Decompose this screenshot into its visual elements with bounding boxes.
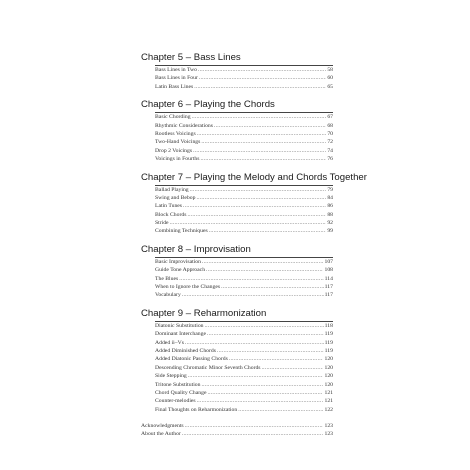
dot-leader — [185, 339, 324, 347]
toc-entry[interactable] — [155, 219, 333, 227]
toc-entry-title: Vocabulary — [155, 292, 181, 299]
toc-entry-about-author[interactable] — [141, 431, 333, 439]
toc-entry-title: Two-Hand Voicings — [155, 139, 201, 146]
toc-entry[interactable] — [155, 74, 333, 82]
toc-entry[interactable] — [155, 130, 333, 138]
dot-leader — [207, 330, 324, 338]
toc-entry[interactable] — [155, 339, 333, 347]
dot-leader — [238, 406, 323, 414]
dot-leader — [205, 322, 324, 330]
dot-leader — [206, 266, 323, 274]
toc-entry-page: 119 — [324, 347, 333, 354]
toc-entry-title: Added ii–Vs — [155, 339, 184, 346]
dot-leader — [170, 219, 327, 227]
toc-entry[interactable] — [155, 194, 333, 202]
back-matter — [141, 422, 333, 439]
dot-leader — [221, 283, 324, 291]
toc-entry-page: 84 — [327, 194, 333, 201]
dot-leader — [208, 389, 324, 397]
toc-entry-page: 108 — [324, 267, 333, 274]
dot-leader — [192, 113, 327, 121]
toc-entry-title: Bass Lines in Two — [155, 66, 197, 73]
toc-entry-page: 79 — [327, 186, 333, 193]
dot-leader — [209, 227, 327, 235]
toc-entry-page: 120 — [324, 381, 333, 388]
toc-entry-title: Side Stepping — [155, 373, 187, 380]
dot-leader — [183, 202, 326, 210]
toc-entry-page: 72 — [327, 139, 333, 146]
toc-entry-title: The Blues — [155, 275, 179, 282]
toc-entry-title: Rhythmic Considerations — [155, 122, 213, 129]
toc-entry-title: Latin Bass Lines — [155, 83, 194, 90]
toc-entry[interactable] — [155, 66, 333, 74]
dot-leader — [201, 381, 323, 389]
toc-entry-title: Basic Chording — [155, 114, 191, 121]
toc-entry-page: 74 — [327, 147, 333, 154]
toc-entry-title: Final Thoughts on Reharmonization — [155, 406, 238, 413]
dot-leader — [200, 155, 326, 163]
toc-entry-title: Swing and Bebop — [155, 194, 196, 201]
chapter-8-title: Chapter 8 – Improvisation — [141, 243, 251, 255]
toc-entry-title: Stride — [155, 220, 169, 227]
dot-leader — [182, 430, 324, 438]
toc-entry[interactable] — [155, 227, 333, 235]
chapter-8-section — [141, 244, 333, 300]
toc-entry[interactable] — [155, 258, 333, 266]
toc-entry-page: 60 — [327, 75, 333, 82]
toc-entry-page: 122 — [324, 406, 333, 413]
toc-entry[interactable] — [155, 186, 333, 194]
toc-entry[interactable] — [155, 347, 333, 355]
dot-leader — [197, 397, 324, 405]
toc-entry-page: 120 — [324, 364, 333, 371]
chapter-6-title: Chapter 6 – Playing the Chords — [141, 99, 275, 111]
toc-entry-page: 123 — [324, 431, 333, 438]
chapter-5-section — [141, 52, 333, 91]
toc-entry-title: Added Diatonic Passing Chords — [155, 356, 228, 363]
toc-entry-title: Acknowledgments — [141, 423, 184, 430]
dot-leader — [179, 275, 323, 283]
toc-entry-title: Ballad Playing — [155, 186, 189, 193]
toc-entry-title: About the Author — [141, 431, 181, 438]
chapter-9-section — [141, 308, 333, 414]
toc-entry-page: 76 — [327, 156, 333, 163]
toc-entry-title: Latin Tunes — [155, 203, 183, 210]
dot-leader — [190, 186, 327, 194]
dot-leader — [185, 422, 324, 430]
toc-entry-page: 58 — [327, 66, 333, 73]
toc-entry-title: Counter-melodies — [155, 398, 196, 405]
toc-entry-page: 92 — [327, 220, 333, 227]
toc-entry[interactable] — [155, 406, 333, 414]
dot-leader — [196, 194, 326, 202]
toc-entry-page: 67 — [327, 114, 333, 121]
toc-entry-page: 121 — [324, 398, 333, 405]
chapter-9-title: Chapter 9 – Reharmonization — [141, 307, 267, 319]
dot-leader — [193, 147, 326, 155]
toc-entry[interactable] — [155, 355, 333, 363]
toc-entry-title: When to Ignore the Changes — [155, 284, 221, 291]
toc-entry-page: 70 — [327, 130, 333, 137]
toc-entry-page: 119 — [324, 331, 333, 338]
toc-entry[interactable] — [155, 330, 333, 338]
toc-entry[interactable] — [155, 364, 333, 372]
toc-entry[interactable] — [155, 283, 333, 291]
toc-entry-page: 120 — [324, 373, 333, 380]
toc-entry-title: Rootless Voicings — [155, 130, 196, 137]
chapter-5-title: Chapter 5 – Bass Lines — [141, 52, 241, 63]
dot-leader — [187, 211, 326, 219]
table-of-contents — [141, 52, 367, 439]
toc-entry-page: 119 — [324, 339, 333, 346]
toc-entry-page: 65 — [327, 83, 333, 90]
toc-entry[interactable] — [155, 211, 333, 219]
dot-leader — [198, 66, 326, 74]
toc-entry-page: 123 — [324, 423, 333, 430]
toc-entry[interactable] — [155, 275, 333, 283]
toc-entry-page: 68 — [327, 122, 333, 129]
toc-entry-page: 118 — [324, 322, 333, 329]
dot-leader — [197, 130, 327, 138]
toc-entry[interactable] — [155, 291, 333, 299]
toc-entry[interactable] — [155, 266, 333, 274]
toc-entry-page: 117 — [324, 292, 333, 299]
toc-entry-title: Basic Improvisation — [155, 258, 201, 265]
toc-entry-title: Block Chords — [155, 211, 187, 218]
toc-entry-title: Chord Quality Change — [155, 389, 207, 396]
toc-entry-page: 107 — [324, 258, 333, 265]
toc-entry[interactable] — [155, 83, 333, 91]
toc-entry[interactable] — [155, 322, 333, 330]
toc-entry-title: Diatonic Substitution — [155, 322, 204, 329]
toc-entry[interactable] — [155, 147, 333, 155]
toc-entry[interactable] — [155, 122, 333, 130]
toc-entry-title: Dominant Interchange — [155, 331, 207, 338]
toc-entry[interactable] — [155, 155, 333, 163]
toc-entry-acknowledgments[interactable] — [141, 422, 333, 430]
toc-entry-page: 114 — [324, 275, 333, 282]
dot-leader — [217, 347, 324, 355]
toc-entry-page: 88 — [327, 211, 333, 218]
toc-entry[interactable] — [155, 381, 333, 389]
dot-leader — [229, 355, 324, 363]
toc-entry-page: 117 — [324, 284, 333, 291]
toc-entry[interactable] — [155, 397, 333, 405]
toc-entry-page: 86 — [327, 203, 333, 210]
dot-leader — [199, 74, 326, 82]
toc-entry-title: Combining Techniques — [155, 228, 208, 235]
dot-leader — [182, 291, 324, 299]
toc-entry-title: Bass Lines in Four — [155, 75, 198, 82]
dot-leader — [201, 138, 326, 146]
toc-entry[interactable] — [155, 202, 333, 210]
chapter-7-title: Chapter 7 – Playing the Melody and Chords Together — [141, 171, 367, 183]
toc-entry-title: Tritone Substitution — [155, 381, 201, 388]
toc-entry-page: 120 — [324, 356, 333, 363]
toc-entry-title: Added Diminished Chords — [155, 347, 216, 354]
toc-entry-title: Drop 2 Voicings — [155, 147, 193, 154]
chapter-7-section — [141, 171, 367, 236]
toc-entry[interactable] — [155, 389, 333, 397]
toc-entry[interactable] — [155, 372, 333, 380]
dot-leader — [214, 122, 326, 130]
dot-leader — [262, 364, 324, 372]
dot-leader — [202, 258, 324, 266]
toc-entry-title: Descending Chromatic Minor Seventh Chords — [155, 364, 261, 371]
toc-entry-page: 99 — [327, 228, 333, 235]
toc-entry[interactable] — [155, 113, 333, 121]
dot-leader — [188, 372, 324, 380]
toc-entry-title: Guide Tone Approach — [155, 267, 206, 274]
toc-entry[interactable] — [155, 138, 333, 146]
toc-entry-page: 121 — [324, 389, 333, 396]
dot-leader — [194, 83, 326, 91]
toc-entry-title: Voicings in Fourths — [155, 156, 200, 163]
chapter-6-section — [141, 99, 333, 163]
